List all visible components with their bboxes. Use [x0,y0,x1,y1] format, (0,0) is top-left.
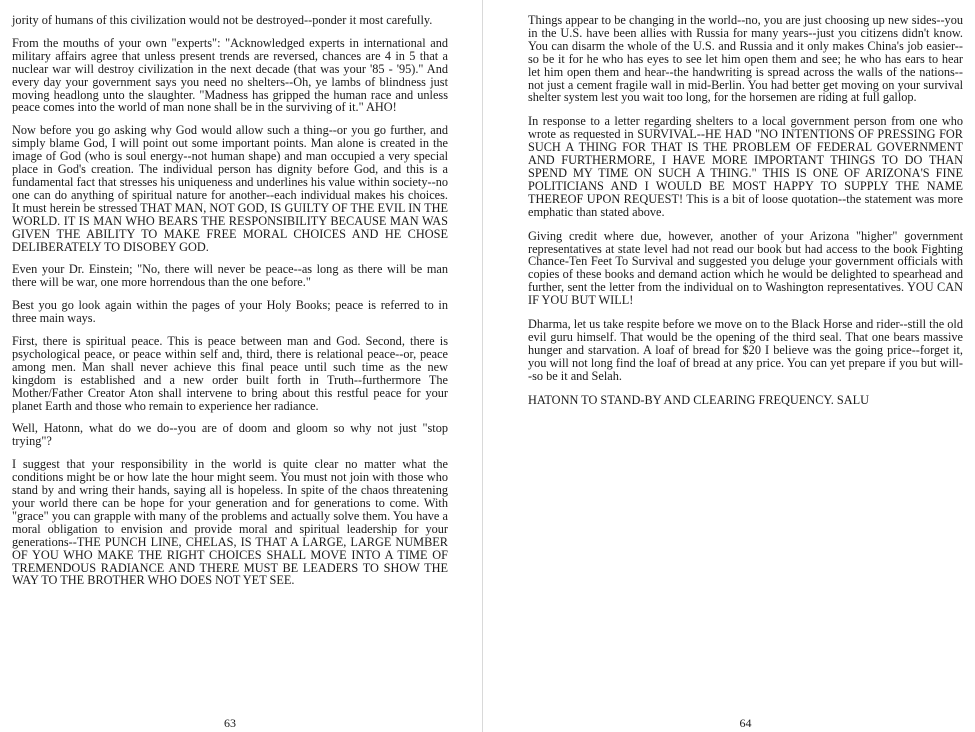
left-paragraph-3: Now before you go asking why God would allow such a thing--or you go further, and simply blame God, I will point out some important points. Man alone is created in the image of God (who is soul energy--not human shape) and man occupied a very special place in God's creation. The individual person has dignity before God, and this is a fundamental fact that stresses his uniqueness and underlines his value within society--no one can do anything of spiritual nature for another--each individual makes his choices. It must herein be stressed THAT MAN, NOT GOD, IS GUILTY OF THE EVIL IN THE WORLD. IT IS MAN WHO BEARS THE RESPONSIBILITY BECAUSE MAN WAS GIVEN THE ABILITY TO MAKE FREE MORAL CHOICES AND HE CHOSE DELIBERATELY TO DISOBEY GOD. [12,123,448,254]
page-number-right: 64 [739,716,752,730]
left-paragraph-6: First, there is spiritual peace. This is peace between man and God. Second, there is psychological peace, or peace within self and, third, there is relational peace--or, peace among men. Man shall never achieve this final peace until such time as the new kingdom is established and a new order built forth in Truth--furthermore The Mother/Father Creator Aton shall intervene to bring about this restful peace for your planet Earth and those who remain to experience her radiance. [12,334,448,413]
left-paragraph-4: Even your Dr. Einstein; "No, there will never be peace--as long as there will be man there will be war, one more horrendous than the one before." [12,262,448,290]
page-gutter-divider [482,0,483,732]
page-number-left: 63 [224,716,236,730]
right-paragraph-5: HATONN TO STAND-BY AND CLEARING FREQUENCY. SALU [528,392,869,407]
right-page [528,13,963,730]
left-paragraph-7: Well, Hatonn, what do we do--you are of doom and gloom so why not just "stop trying"? [12,421,448,449]
left-paragraph-8: I suggest that your responsibility in the world is quite clear no matter what the conditions might be or how late the hour might seem. You must not join with those who stand by and wring their hands, saying all is hopeless. In spite of the chaos threatening your world there can be hope for your generation and for generations to come. With "grace" you can grapple with many of the problems and actually solve them. You have a moral obligation to envision and provide moral and spiritual leadership for your generations--THE PUNCH LINE, CHELAS, IS THAT A LARGE, LARGE NUMBER OF YOU WHO MAKE THE RIGHT CHOICES SHALL MOVE INTO A TIME OF TREMENDOUS RADIANCE AND THERE MUST BE LEADERS TO SHOW THE WAY TO THE BROTHER WHO DOES NOT YET SEE. [12,457,448,588]
left-page [12,13,448,730]
right-paragraph-2: In response to a letter regarding shelters to a local government person from one who wrote as requested in SURVIVAL--HE HAD "NO INTENTIONS OF PRESSING FOR SUCH A THING FOR THAT IS THE PROBLEM OF FEDERAL GOVERNMENT AND FURTHERMORE, I HAVE MORE IMPORTANT THINGS TO DO THAN SPEND MY TIME ON SUCH A THING." THIS IS ONE OF ARIZONA'S FINE POLITICIANS AND I WOULD BE MOST HAPPY TO SUPPLY THE NAME THEREOF UPON REQUEST! This is a bit of loose quotation--the statement was more emphatic than stated above. [528,114,963,219]
right-paragraph-3: Giving credit where due, however, another of your Arizona "higher" government representatives at state level had not read our book but had access to the book Fighting Chance-Ten Feet To Survival and suggested you deluge your government officials with copies of these books and demand action which he would be delighted to spearhead and further, sent the letter from the individual on to Washington representatives. YOU CAN IF YOU BUT WILL! [528,228,963,308]
left-paragraph-1: jority of humans of this civilization would not be destroyed--ponder it most carefully. [12,13,433,27]
right-paragraph-1: Things appear to be changing in the world--no, you are just choosing up new sides--you in the U.S. have been allies with Russia for many years--just you citizens didn't know. You can disarm the whole of the U.S. and Russia and it only makes China's job easier--so be it for he who has eyes to see let him open them and see; he who has ears to hear let him open them and hear--the handwriting is spread across the walls of the nations--not just a cement fragile wall in mid-Berlin. You had better get moving on your survival shelter system lest you wait too long, for the horsemen are riding at full gallop. [528,13,963,105]
right-paragraph-4: Dharma, let us take respite before we move on to the Black Horse and rider--still the old evil guru himself. That would be the opening of the third seal. That one bears massive hunger and starvation. A loaf of bread for $20 I believe was the going price--forget it, you will not long find the loaf of bread at any price. You can yet prepare if you but will--so be it and Selah. [528,317,963,383]
left-paragraph-5: Best you go look again within the pages of your Holy Books; peace is referred to in three main ways. [12,298,448,326]
left-paragraph-2: From the mouths of your own "experts": "Acknowledged experts in international and military affairs agree that unless present trends are reversed, chances are 4 in 5 that a nuclear war will destroy civilization in the next decade (that was your '85 - '95)." And every day your government says you need no shelters--Oh, ye lambs of blindness just moving headlong unto the slaughter. "Madness has gripped the human race and unless peace comes into the world of man none shall be in the surviving of it." AHO! [12,35,448,115]
